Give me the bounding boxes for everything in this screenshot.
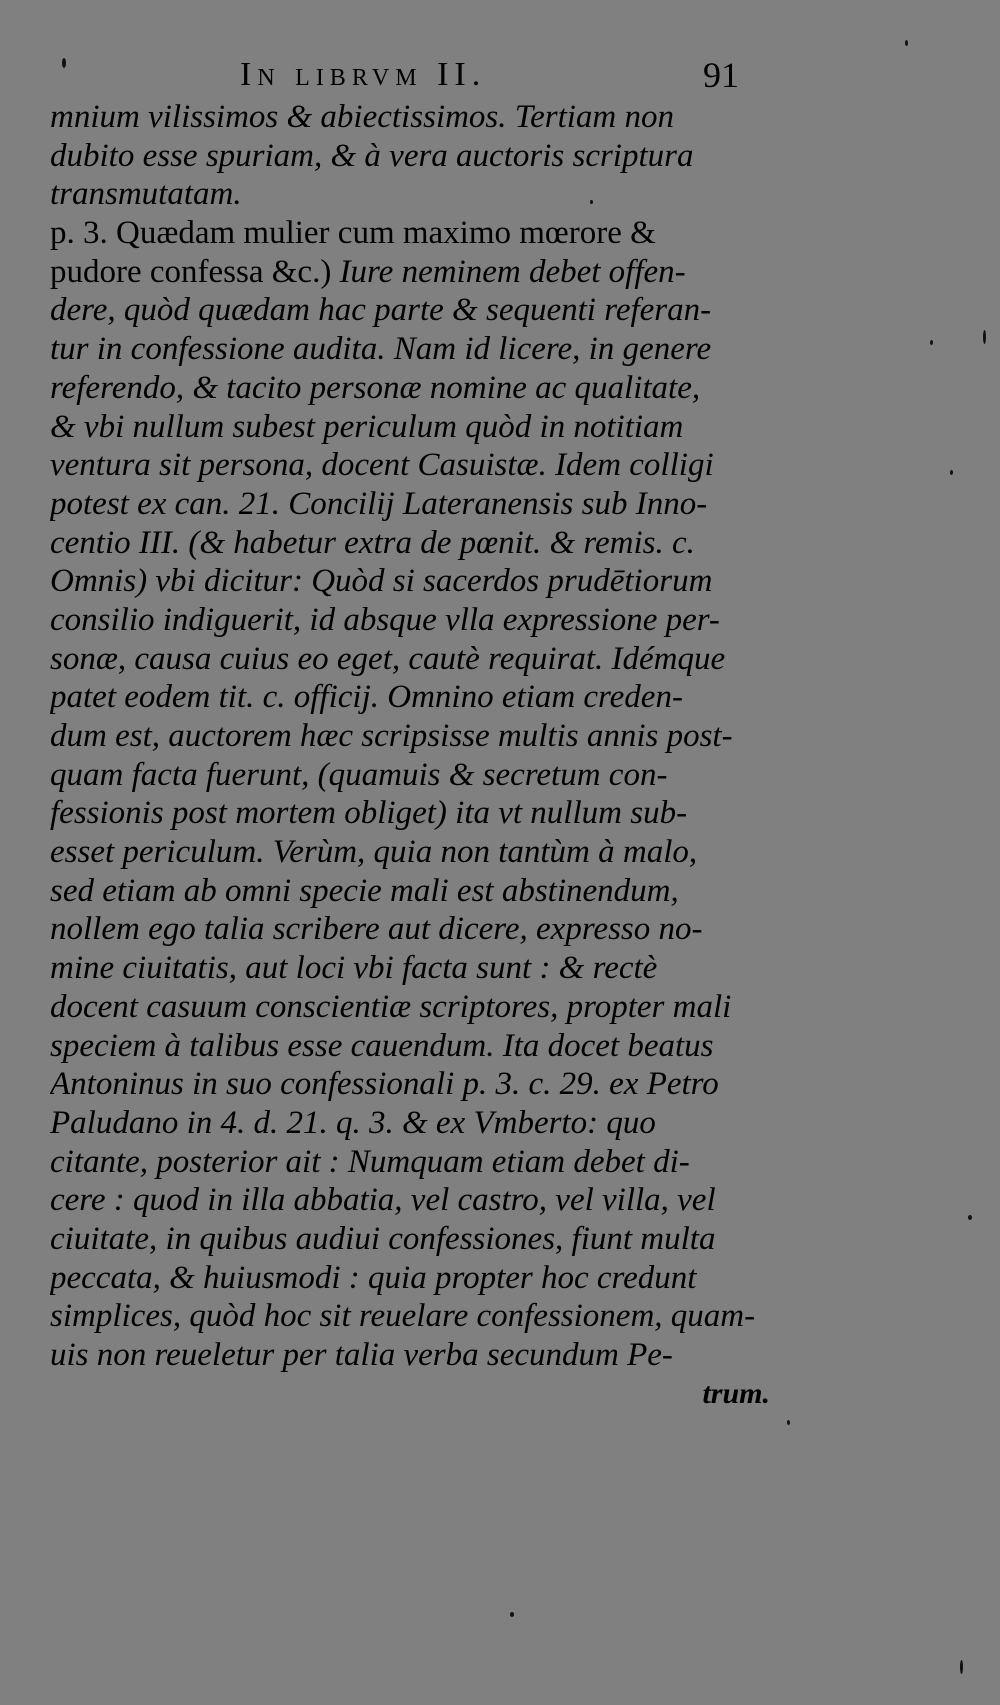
text-line: quam facta fuerunt, (quamuis & secretum con- <box>50 756 668 793</box>
body-text <box>50 98 790 1413</box>
text-line: centio III. (& habetur extra de pœnit. & remis. c. <box>50 524 695 561</box>
text-line: peccata, & huiusmodi : quia propter hoc credunt <box>50 1259 697 1296</box>
print-speck <box>905 40 908 46</box>
text-line: mine ciuitatis, aut loci vbi facta sunt : & rectè <box>50 950 658 987</box>
text-line: sed etiam ab omni specie mali est abstinendum, <box>50 872 679 909</box>
print-speck <box>62 58 66 68</box>
text-line: & vbi nullum subest periculum quòd in notitiam <box>50 408 684 445</box>
text-line: docent casuum conscientiæ scriptores, propter mali <box>50 988 732 1025</box>
print-speck <box>983 330 986 344</box>
text-line: ventura sit persona, docent Casuistæ. Idem colligi <box>50 447 714 484</box>
text-line: simplices, quòd hoc sit reuelare confessionem, quam- <box>50 1298 756 1335</box>
print-speck <box>930 340 933 345</box>
text-line: ciuitate, in quibus audiui confessiones, fiunt multa <box>50 1220 716 1257</box>
catchword: trum. <box>702 1376 770 1410</box>
text-line: fessionis post mortem obliget) ita vt nullum sub- <box>50 795 688 832</box>
print-speck <box>590 200 593 204</box>
text-line-italic: Iure neminem debet offen- <box>339 253 686 290</box>
text-line: dere, quòd quædam hac parte & sequenti referan- <box>50 292 712 329</box>
text-line: speciem à talibus esse cauendum. Ita docet beatus <box>50 1027 714 1064</box>
text-line: Omnis) vbi dicitur: Quòd si sacerdos prudētiorum <box>50 563 713 600</box>
text-line <box>50 253 790 292</box>
text-line: patet eodem tit. c. officij. Omnino etiam creden- <box>50 679 683 716</box>
print-speck <box>510 1612 514 1617</box>
text-line: Antoninus in suo confessionali p. 3. c. 29. ex Petro <box>50 1066 719 1103</box>
text-line: tur in confessione audita. Nam id licere, in genere <box>50 331 712 368</box>
text-line: dum est, auctorem hæc scripsisse multis annis post- <box>50 718 733 754</box>
text-line: esset periculum. Verùm, quia non tantùm à malo, <box>50 834 698 871</box>
text-line: nollem ego talia scribere aut dicere, expresso no- <box>50 911 703 948</box>
text-line: potest ex can. 21. Concilij Lateranensis sub Inno- <box>50 485 708 522</box>
page-header <box>0 52 1000 98</box>
text-line: mnium vilissimos & abiectissimos. Tertiam non <box>50 99 674 135</box>
text-line: referendo, & tacito personæ nomine ac qualitate, <box>50 369 701 406</box>
text-line: sonæ, causa cuius eo eget, cautè requirat. Idémque <box>50 640 726 677</box>
text-line-roman: pudore confessa &c.) <box>50 253 340 290</box>
print-speck <box>787 1420 790 1425</box>
print-speck <box>960 1660 963 1674</box>
text-line: Paludano in 4. d. 21. q. 3. & ex Vmberto: quo <box>50 1104 656 1141</box>
text-line: uis non reueletur per talia verba secundum Pe- <box>50 1337 673 1373</box>
text-line: consilio indiguerit, id absque vlla expressione per- <box>50 601 720 638</box>
text-line: dubito esse spuriam, & à vera auctoris scriptura <box>50 137 694 174</box>
print-speck <box>950 470 953 475</box>
text-line: cere : quod in illa abbatia, vel castro, vel villa, vel <box>50 1182 716 1219</box>
running-head: In librvm II. <box>240 56 487 93</box>
text-line: transmutatam. <box>50 176 242 213</box>
text-line: p. 3. Quædam mulier cum maximo mœrore & <box>50 215 656 252</box>
print-speck <box>968 1215 972 1220</box>
page-number: 91 <box>703 55 739 95</box>
text-line: citante, posterior ait : Numquam etiam debet di- <box>50 1143 690 1180</box>
